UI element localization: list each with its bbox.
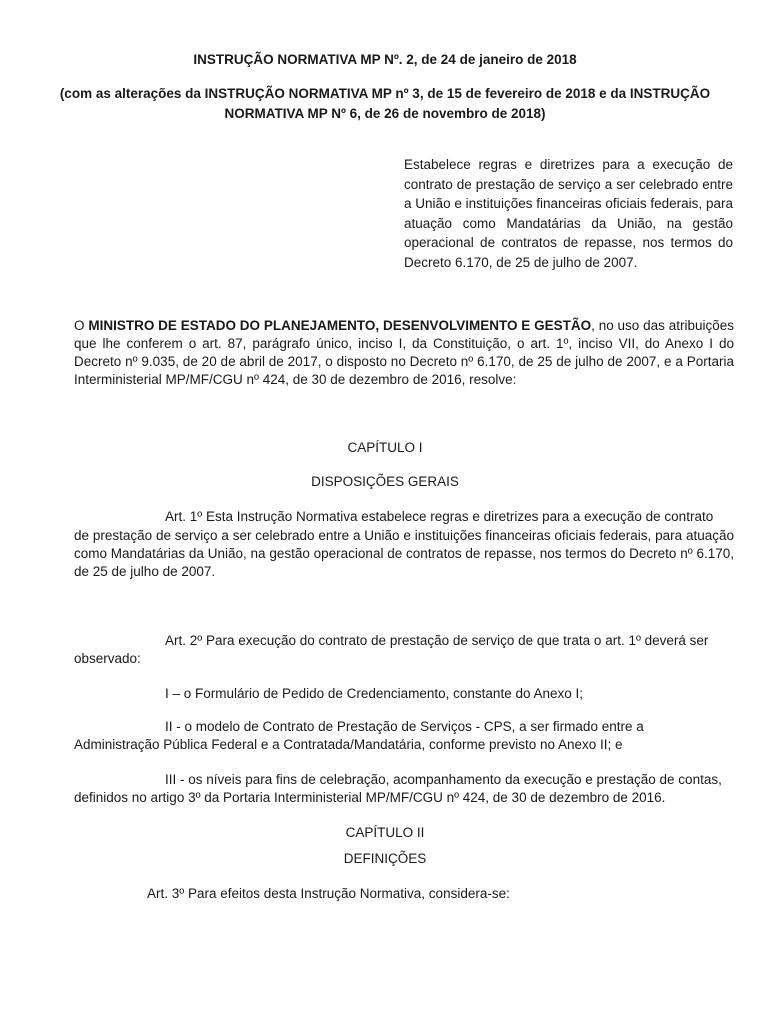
art-1-lead: Art. 1º Esta Instrução Normativa estabelece regras e diretrizes para a execução de contrato: [165, 509, 714, 524]
art-2-item-2-lead: II - o modelo de Contrato de Prestação de Serviços - CPS, a ser firmado entre a: [165, 719, 644, 734]
art-1-body: de prestação de serviço a ser celebrado entre a União e instituições financeiras oficiais federais, para atuação como Mandatárias da União, na gestão operacional de contratos de repasse, nos termos do Decreto nº 6.170, de 25 de julho de 2007.: [74, 528, 734, 579]
art-2-item-2-body: Administração Pública Federal e a Contratada/Mandatária, conforme previsto no Anexo II; e: [74, 737, 623, 752]
art-2-item-1: I – o Formulário de Pedido de Credenciamento, constante do Anexo I;: [165, 686, 584, 701]
art-3-lead: Art. 3º Para efeitos desta Instrução Normativa, considera-se:: [147, 886, 510, 901]
chapter-1-title: DISPOSIÇÕES GERAIS: [311, 474, 459, 489]
chapter-2-label: CAPÍTULO II: [345, 825, 425, 840]
chapter-2-title: DEFINIÇÕES: [343, 851, 427, 866]
art-2-body: observado:: [74, 651, 141, 666]
document-subtitle-line1: (com as alterações da INSTRUÇÃO NORMATIVA MP nº 3, de 15 de fevereiro de 2018 e da INSTRUÇÃO: [59, 86, 711, 101]
preamble: [74, 317, 734, 389]
art-2-item-3-lead: III - os níveis para fins de celebração, acompanhamento da execução e prestação de contas,: [165, 772, 722, 787]
preamble-prefix: O: [74, 318, 89, 333]
chapter-1-label: CAPÍTULO I: [347, 440, 423, 455]
document-title: INSTRUÇÃO NORMATIVA MP Nº. 2, de 24 de janeiro de 2018: [193, 52, 577, 67]
preamble-authority: MINISTRO DE ESTADO DO PLANEJAMENTO, DESENVOLVIMENTO E GESTÃO: [88, 318, 592, 333]
document-subtitle-line2: NORMATIVA MP Nº 6, de 26 de novembro de 2018): [224, 106, 546, 121]
art-2-item-3-body: definidos no artigo 3º da Portaria Interministerial MP/MF/CGU nº 424, de 30 de dezembro de 2016.: [74, 790, 666, 805]
preamble-text: , no uso das atribuições que lhe conferem o art. 87, parágrafo único, inciso I, da Constituição, o art. 1º, inciso VII, do Anexo I do Decreto nº 9.035, de 20 de abril de 2017, o disposto no Decreto nº 6.170, de 25 de julho de 2007, e a Portaria Interministerial MP/MF/CGU nº 424, de 30 de dezembro de 2016, resolve:: [74, 318, 734, 387]
art-2-lead: Art. 2º Para execução do contrato de prestação de serviço de que trata o art. 1º deverá ser: [165, 633, 709, 648]
ementa: Estabelece regras e diretrizes para a execução de contrato de prestação de serviço a ser celebrado entre a União e instituições financeiras oficiais federais, para atuação como Mandatárias da União, na gestão operacional de contratos de repasse, nos termos do Decreto 6.170, de 25 de julho de 2007.: [404, 157, 733, 270]
